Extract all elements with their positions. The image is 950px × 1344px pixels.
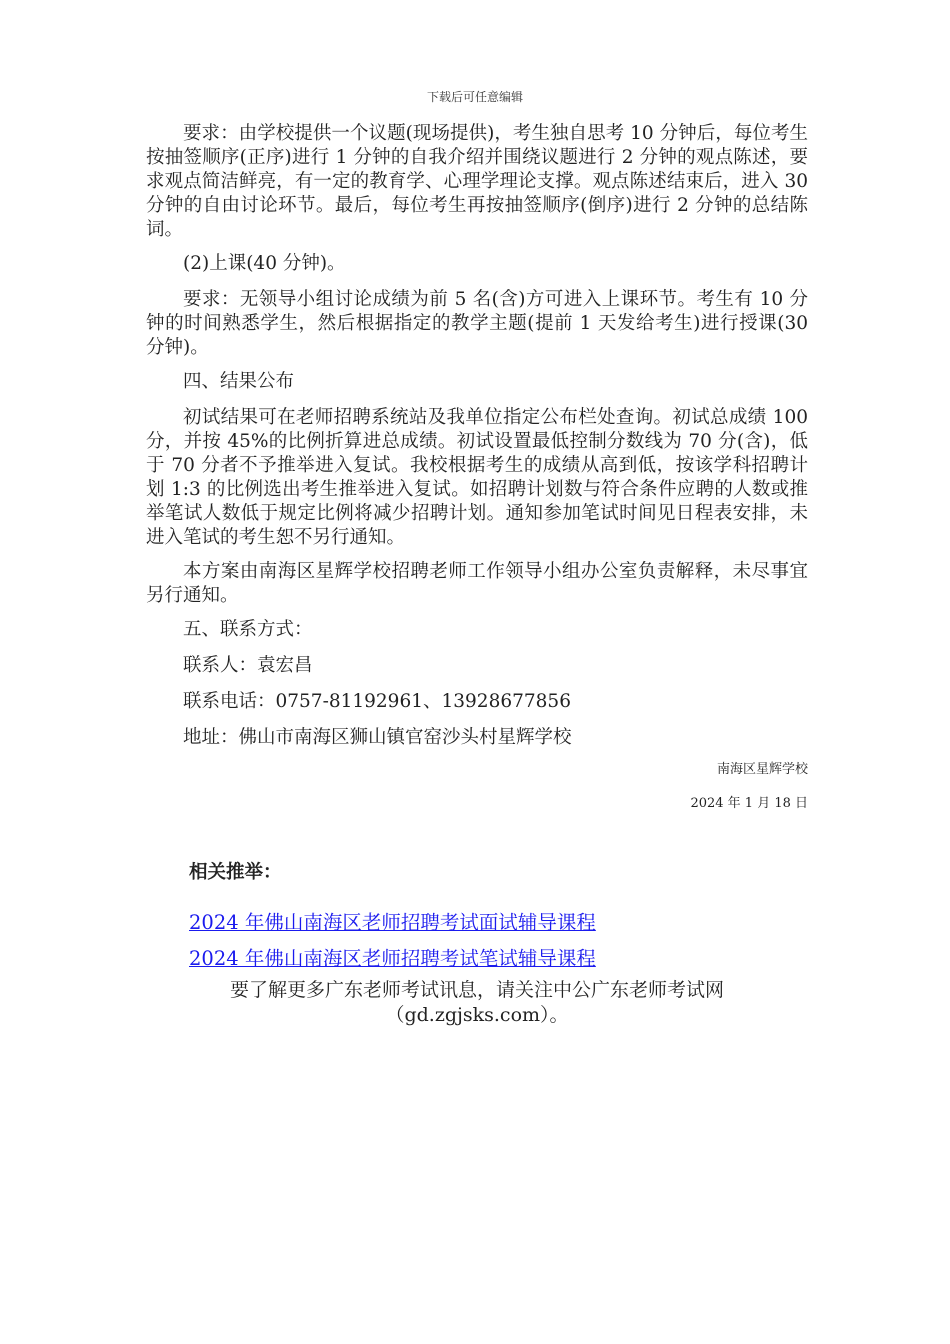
- signature-date: 2024 年 1 月 18 日: [690, 796, 808, 811]
- related-links: [189, 905, 596, 977]
- footer-note-line2: （gd.zgjsks.com）。: [385, 1004, 569, 1026]
- related-title: 相关推举：: [189, 862, 282, 883]
- link-interview-course[interactable]: 2024 年佛山南海区老师招聘考试面试辅导课程: [189, 911, 596, 934]
- footer-note-line1: 要了解更多广东老师考试讯息，请关注中公广东老师考试网: [229, 979, 724, 1001]
- section-heading-results: 四、结果公布: [183, 371, 295, 392]
- contact-person: 联系人：袁宏昌: [183, 655, 313, 676]
- section-heading-contact: 五、联系方式：: [183, 619, 313, 640]
- paragraph-lesson-requirements: 要求：无领导小组讨论成绩为前 5 名(含)方可进入上课环节。考生有 10 分钟的时间熟悉学生，然后根据指定的教学主题(提前 1 天发给考生)进行授课(30 分钟)。: [146, 289, 808, 358]
- paragraph-interpretation: 本方案由南海区星辉学校招聘老师工作领导小组办公室负责解释，未尽事宜另行通知。: [146, 561, 808, 606]
- footer-note: [146, 978, 808, 1028]
- header-note: 下载后可任意编辑: [426, 90, 523, 104]
- contact-phone: 联系电话：0757-81192961、13928677856: [183, 691, 571, 712]
- contact-address: 地址：佛山市南海区狮山镇官窑沙头村星辉学校: [183, 727, 572, 748]
- signature-org: 南海区星辉学校: [716, 762, 808, 777]
- paragraph-discussion-requirements: 要求：由学校提供一个议题(现场提供)，考生独自思考 10 分钟后，每位考生按抽签顺序(正序)进行 1 分钟的自我介绍并围绕议题进行 2 分钟的观点陈述，要求观点简洁鲜亮，有一定的教育学、心理学理论支撑。观点陈述结束后，进入 30 分钟的自由讨论环节。最后，每位考生再按抽签顺序(倒序)进行 2 分钟的总结陈词。: [146, 123, 808, 240]
- paragraph-lesson-heading: (2)上课(40 分钟)。: [183, 253, 346, 274]
- paragraph-results: 初试结果可在老师招聘系统站及我单位指定公布栏处查询。初试总成绩 100 分，并按 45%的比例折算进总成绩。初试设置最低控制分数线为 70 分(含)，低于 70 分者不予推举进入复试。我校根据考生的成绩从高到低，按该学科招聘计划 1:3 的比例选出考生推举进入复试。如招聘计划数与符合条件应聘的人数或推举笔试人数低于规定比例将减少招聘计划。通知参加笔试时间见日程表安排，未进入笔试的考生恕不另行通知。: [146, 407, 808, 548]
- link-written-exam-course[interactable]: 2024 年佛山南海区老师招聘考试笔试辅导课程: [189, 947, 596, 970]
- document-body: [146, 122, 808, 812]
